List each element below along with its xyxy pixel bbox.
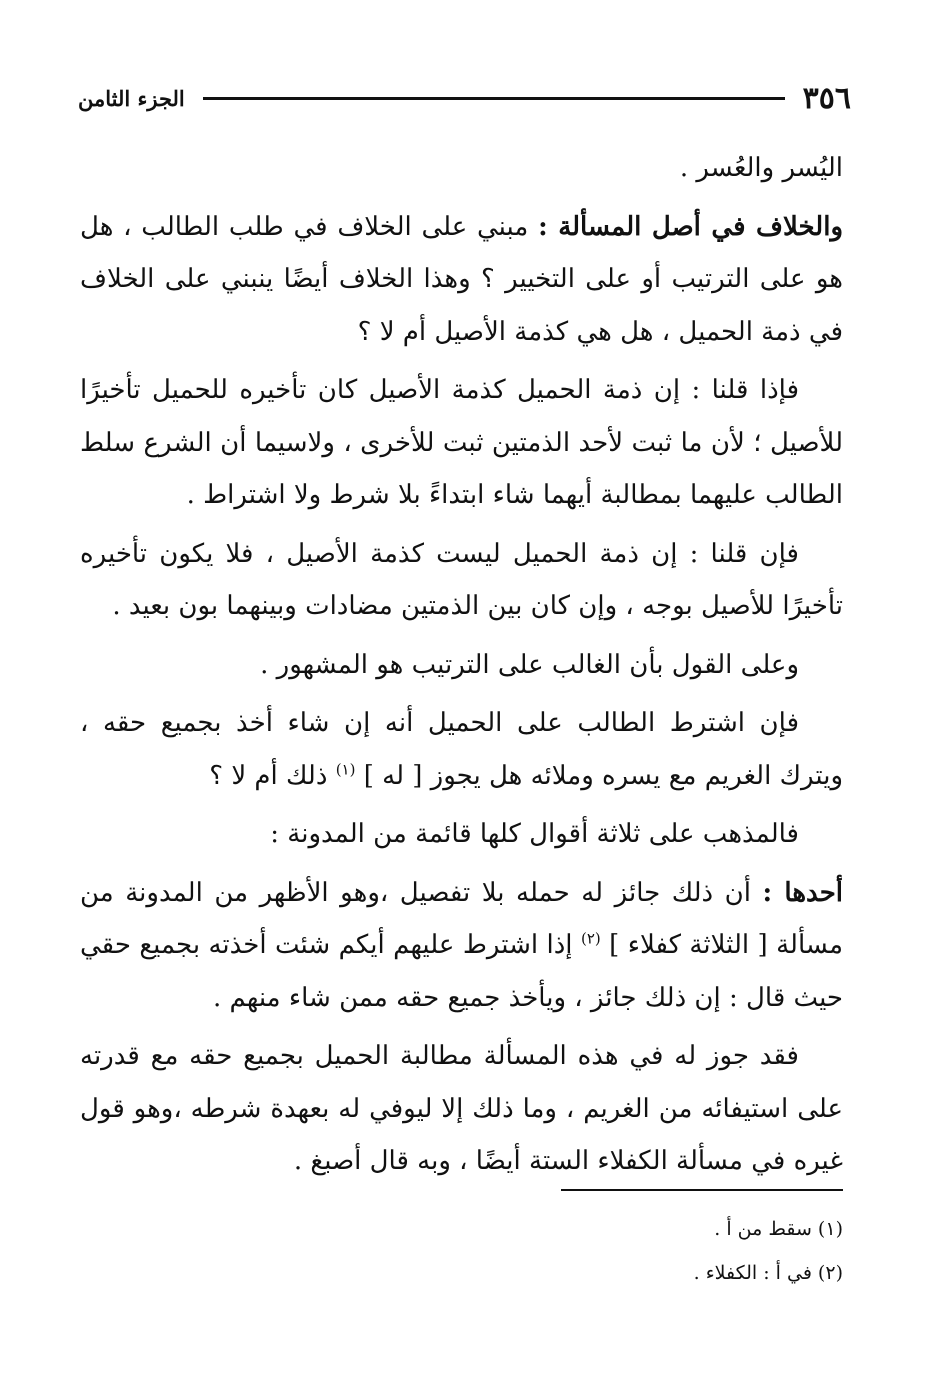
paragraph-1-text: مبني على الخلاف في طلب الطالب ، هل هو على الترتيب أو على التخيير ؟ وهذا الخلاف أيضًا ينبني على الخلاف في ذمة الحميل ، هل هي كذمة الأصيل أم لا ؟ [80, 211, 843, 347]
paragraph-6: فالمذهب على ثلاثة أقوال كلها قائمة من المدونة : [270, 819, 799, 849]
paragraph-4: وعلى القول بأن الغالب على الترتيب هو المشهور . [260, 649, 799, 680]
footnotes [80, 1207, 843, 1295]
footnote-2: (٢) في أ : الكفلاء . [693, 1262, 843, 1284]
footnote-ref-1: (١) [335, 759, 356, 778]
paragraph-1-lead: والخلاف في أصل المسألة : [538, 211, 844, 242]
paragraph-5-text-a: فإن اشترط الطالب على الحميل أنه إن شاء أخذ بجميع حقه ، ويترك الغريم مع يسره وملائه هل يجوز [ له ] [80, 708, 843, 791]
paragraph-8: فقد جوز له في هذه المسألة مطالبة الحميل بجميع حقه مع قدرته على استيفائه من الغريم ، وما ذلك إلا ليوفي له بعهدة شرطه ،وهو قول غيره في مسألة الكفلاء الستة أيضًا ، وبه قال أصبغ . [80, 1041, 843, 1176]
paragraph-7 [80, 867, 843, 1025]
paragraph-7-lead: أحدها : [762, 877, 844, 908]
footnote-separator [561, 1189, 843, 1191]
paragraph-7-text-b: إذا اشترط عليهم أيكم شئت أخذته بجميع حقي حيث قال : إن ذلك جائز ، ويأخذ جميع حقه ممن شاء منهم . [80, 930, 843, 1013]
paragraph-5-text-b: ذلك أم لا ؟ [209, 760, 336, 791]
footnote-ref-2: (٢) [580, 929, 601, 948]
paragraph-3: فإن قلنا : إن ذمة الحميل ليست كذمة الأصيل ، فلا يكون تأخيره تأخيرًا للأصيل بوجه ، وإن كان بين الذمتين مضادات وبينهما بون بعيد . [80, 538, 843, 621]
paragraph-0: اليُسر والعُسر . [679, 153, 843, 183]
page-number: ٣٥٦ [802, 80, 851, 116]
paragraph-1 [80, 201, 843, 359]
paragraph-5 [80, 697, 843, 802]
running-title: الجزء الثامن [78, 85, 185, 111]
paragraph-7-text-a: أن ذلك جائز له حمله بلا تفصيل ،وهو الأظهر من المدونة من مسألة [ الثلاثة كفلاء ] [80, 877, 843, 960]
header-rule [203, 97, 785, 100]
footnote-1: (١) سقط من أ . [714, 1218, 843, 1240]
page-header [78, 78, 851, 118]
paragraph-2: فإذا قلنا : إن ذمة الحميل كذمة الأصيل كان تأخيره للحميل تأخيرًا للأصيل ؛ لأن ما ثبت لأحد الذمتين ثبت للأخرى ، ولاسيما أن الشرع سلط الطالب عليهما بمطالبة أيهما شاء ابتداءً بلا شرط ولا اشتراط . [80, 375, 843, 510]
main-text [80, 142, 843, 1194]
